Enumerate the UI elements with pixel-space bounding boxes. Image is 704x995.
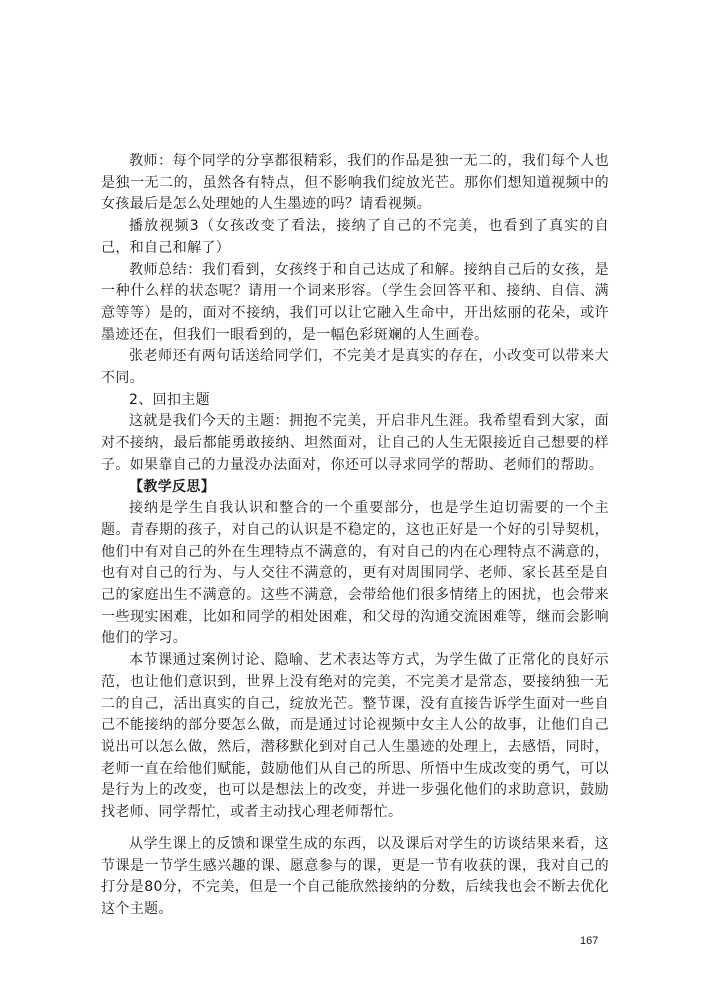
paragraph-theme: 这就是我们今天的主题：拥抱不完美，开启非凡生涯。我希望看到大家，面对不接纳，最后都能勇敢接纳、坦然面对，让自己的人生无限接近自己想要的样子。如果靠自己的力量没办法面对，你还可以寻求同学的帮助、老师们的帮助。 (101, 413, 609, 473)
paragraph-teacher-summary: 教师总结：我们看到，女孩终于和自己达成了和解。接纳自己后的女孩，是一种什么样的状态呢？请用一个词来形容。（学生会回答平和、接纳、自信、满意等等）是的，面对不接纳，我们可以让它融入生命中，开出炫丽的花朵，或许墨迹还在，但我们一眼看到的，是一幅色彩斑斓的人生画卷。 (101, 261, 609, 343)
page-number: 167 (580, 935, 599, 947)
paragraph-reflection-1: 接纳是学生自我认识和整合的一个重要部分，也是学生迫切需要的一个主题。青春期的孩子，对自己的认识是不稳定的，这也正好是一个好的引导契机，他们中有对自己的外在生理特点不满意的，有对自己的内在心理特点不满意的，也有对自己的行为、与人交往不满意的，更有对周围同学、老师、家长甚至是自己的家庭出生不满意的。这些不满意，会带给他们很多情绪上的困扰，也会带来一些现实困难，比如和同学的相处困难，和父母的沟通交流困难等，继而会影响他们的学习。 (101, 500, 609, 647)
paragraph-teacher-words: 张老师还有两句话送给同学们，不完美才是真实的存在，小改变可以带来大不同。 (101, 348, 609, 387)
paragraph-play-video: 播放视频3（女孩改变了看法，接纳了自己的不完美，也看到了真实的自己，和自己和解了） (101, 218, 609, 256)
paragraph-reflection-2: 本节课通过案例讨论、隐喻、艺术表达等方式，为学生做了正常化的良好示范，也让他们意识到，世界上没有绝对的完美，不完美才是常态，要接纳独一无二的自己，活出真实的自己，绽放光芒。整节课，没有直接告诉学生面对一些自己不能接纳的部分要怎么做，而是通过讨论视频中女主人公的故事，让他们自己说出可以怎么做，然后，潜移默化到对自己人生墨迹的处理上，去感悟，同时，老师一直在给他们赋能，鼓励他们从自己的所思、所悟中生成改变的勇气，可以是行为上的改变，也可以是想法上的改变，并进一步强化他们的求助意识，鼓励找老师、同学帮忙，或者主动找心理老师帮忙。 (101, 652, 609, 821)
section-heading-reflection: 【教学反思】 (129, 478, 216, 495)
paragraph-teacher-share: 教师：每个同学的分享都很精彩，我们的作品是独一无二的，我们每个人也是独一无二的，虽然各有特点，但不影响我们绽放光芒。那你们想知道视频中的女孩最后是怎么处理她的人生墨迹的吗？请看视频。 (101, 153, 609, 213)
paragraph-reflection-3: 从学生课上的反馈和课堂生成的东西，以及课后对学生的访谈结果来看，这节课是一节学生感兴趣的课、愿意参与的课，更是一节有收获的课，我对自己的打分是80分，不完美，但是一个自己能欣然接纳的分数，后续我也会不断去优化这个主题。 (101, 835, 609, 917)
document-body (101, 151, 609, 921)
section-heading-theme: 2、回扣主题 (129, 391, 211, 408)
